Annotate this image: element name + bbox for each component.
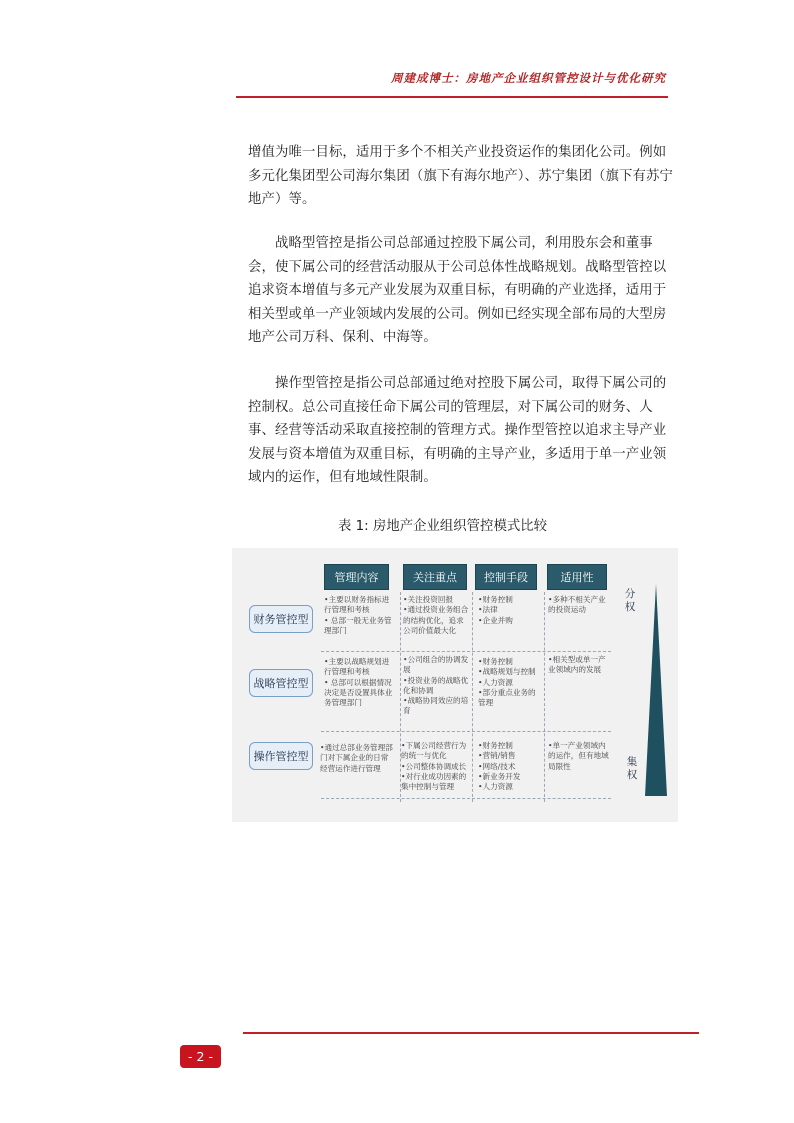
- column-header-control: 控制手段: [475, 564, 537, 590]
- table-cell: •单一产业领域内的运作，但有地域局限性: [548, 741, 609, 771]
- paragraph-1: 增值为唯一目标，适用于多个不相关产业投资运作的集团化公司。例如多元化集团型公司海尔集团（旗下有海尔地产）、苏宁集团（旗下有苏宁地产）等。: [248, 145, 673, 207]
- table-cell: •通过总部业务管理部门对下属企业的日常经营运作进行管理: [320, 743, 393, 773]
- grid-divider: [544, 592, 545, 802]
- table-cell: •财务控制 •法律 •企业并购: [478, 595, 513, 625]
- table-cell: •财务控制 •营销/销售 •网络/技术 •新业务开发 •人力资源: [478, 741, 521, 792]
- page-number: - 2 -: [180, 1045, 221, 1068]
- table-cell: •多种不相关产业的投资运动: [548, 595, 606, 615]
- row-label-strategic: 战略管控型: [249, 669, 313, 697]
- column-header-focus: 关注重点: [403, 564, 467, 590]
- running-header-title: 周建成博士：房地产企业组织管控设计与优化研究: [391, 71, 666, 85]
- row-label-operational: 操作管控型: [249, 742, 313, 770]
- table-cell: •主要以战略规划进行管理和考核 • 总部可以根据情况决定是否设置具体业务管理部门: [324, 657, 393, 708]
- paragraph-3: 操作型管控是指公司总部通过绝对控股下属公司，取得下属公司的控制权。总公司直接任命下属公司的管理层，对下属公司的财务、人事、经营等活动采取直接控制的管理方式。操作型管控以追求主导产业发展与资本增值为双重目标，有明确的主导产业，多适用于单一产业领域内的运作，但有地域性限制。: [248, 376, 667, 485]
- comparison-table-figure: [232, 548, 678, 822]
- table-cell: •关注投资回报 •通过投资业务组合的结构优化，追求公司价值最大化: [403, 595, 469, 635]
- paragraph-2: 战略型管控是指公司总部通过控股下属公司，利用股东会和董事会，使下属公司的经营活动服从于公司总体性战略规划。战略型管控以追求资本增值与多元产业发展为双重目标，有明确的产业选择，适用于相关型或单一产业领域内发展的公司。例如已经实现全部布局的大型房地产公司万科、保利、中海等。: [248, 236, 667, 345]
- footer-rule: [243, 1032, 699, 1034]
- decentralization-label: 分权: [624, 588, 636, 613]
- centralization-label: 集权: [626, 756, 638, 781]
- table-cell: •财务控制 •战略规划与控制 •人力资源 •部分重点业务的管理: [478, 657, 536, 708]
- grid-divider: [321, 651, 611, 652]
- table-cell: •相关型或单一产业领域内的发展: [548, 655, 606, 675]
- table-cell: •公司组合的协调发展 •投资业务的战略优化和协调 •战略协同效应的培育: [403, 655, 469, 716]
- grid-divider: [321, 731, 611, 732]
- table-cell: •下属公司经营行为的统一与优化 •公司整体协调成长 •对行业成功因素的集中控制与管理: [401, 741, 467, 792]
- header-rule: [236, 96, 668, 98]
- grid-divider: [321, 798, 611, 799]
- column-header-applicability: 适用性: [547, 564, 607, 590]
- table-caption: 表 1: 房地产企业组织管控模式比较: [338, 519, 548, 534]
- table-cell: •主要以财务指标进行管理和考核 • 总部一般无业务管理部门: [324, 595, 392, 635]
- column-header-management: 管理内容: [324, 564, 389, 590]
- row-label-financial: 财务管控型: [249, 605, 313, 633]
- centralization-wedge: [637, 580, 677, 800]
